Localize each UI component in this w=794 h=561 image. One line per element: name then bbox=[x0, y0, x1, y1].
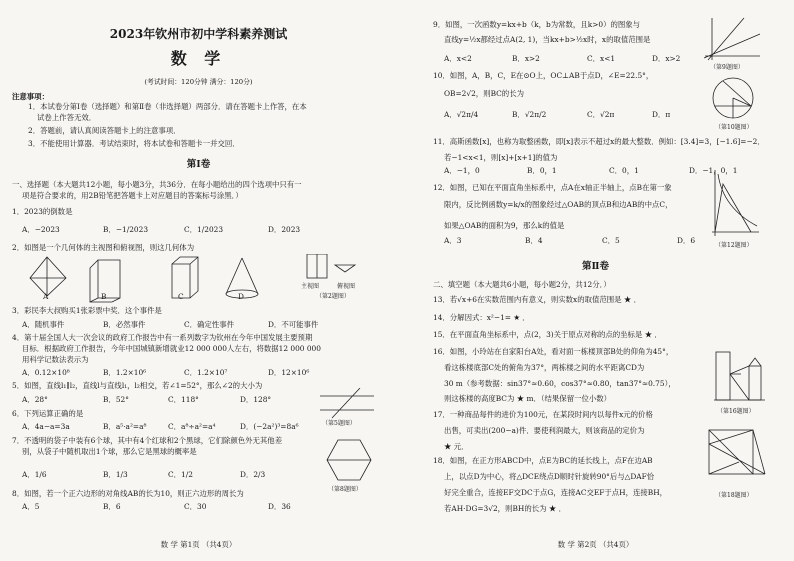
square-figure bbox=[705, 424, 769, 488]
option-a: A．−2023 bbox=[22, 225, 60, 234]
hexagon-figure bbox=[326, 438, 372, 482]
question-18-line: 好完全重合，连接EF交DC于点G，连接AC交EF于点H，连接BH， bbox=[444, 488, 668, 497]
figure-caption: （第18题图） bbox=[715, 492, 753, 499]
top-view-caption: 俯视图 bbox=[337, 283, 356, 290]
option-d: D．(−2a²)³=8a⁶ bbox=[240, 422, 299, 431]
page-footer: 数 学 第2页 （共4页） bbox=[557, 540, 634, 549]
figure-caption: （第5题图） bbox=[322, 420, 356, 427]
option-a: A．随机事件 bbox=[22, 320, 65, 329]
question-4-line: 目标．根据政府工作报告，今年中国城镇新增就业12 000 000人左右，将数据12 000 000 bbox=[22, 344, 321, 353]
question-10-line: OB=2√2，则BC的长为 bbox=[444, 89, 524, 98]
option-a: A．√2π/4 bbox=[444, 110, 479, 119]
page-footer: 数 学 第1页 （共4页） bbox=[160, 540, 237, 549]
figure-label-d: D bbox=[238, 292, 244, 301]
option-c: C．30 bbox=[184, 502, 207, 511]
question-16-line: 则这栋楼的高度BC为 ★ m．（结果保留一位小数） bbox=[444, 394, 612, 403]
figure-label-c: C bbox=[178, 292, 184, 301]
question-12-line: 如果△OAB的面积为9，那么k的值是 bbox=[444, 221, 565, 230]
option-d: D．π bbox=[652, 110, 671, 119]
option-c: C．√2π bbox=[587, 110, 615, 119]
option-d: D．36 bbox=[268, 502, 291, 511]
figure-caption: （第12题图） bbox=[715, 242, 753, 249]
option-a: A．28° bbox=[22, 395, 48, 404]
question-12-line: 限内，反比例函数y=k/x的图象经过△OAB的顶点B和边AB的中点C， bbox=[444, 200, 673, 209]
question-17-line: ★ 元． bbox=[444, 442, 469, 451]
option-b: B．a⁵·a²=a⁸ bbox=[103, 422, 147, 431]
option-d: D．2/3 bbox=[240, 470, 266, 479]
option-a: A．5 bbox=[22, 502, 40, 511]
question-9-line: 直线y=½x都经过点A(2, 1)，当kx+b>½x时，x的取值范围是 bbox=[444, 35, 651, 44]
question-17-line: 出售，可卖出(200−a)件．要使利润最大，则该商品的定价为 bbox=[444, 426, 645, 435]
option-a: A．x<2 bbox=[444, 54, 472, 63]
option-b: B．6 bbox=[103, 502, 121, 511]
option-d: D．x>2 bbox=[652, 54, 681, 63]
figure-caption: （第9题图） bbox=[710, 64, 744, 71]
option-d: D．2023 bbox=[268, 225, 301, 234]
option-a: A．3 bbox=[444, 236, 462, 245]
question-15: 15．在平面直角坐标系中，点(2，3)关于原点对称的点的坐标是 ★ ． bbox=[433, 330, 662, 339]
question-5-figure bbox=[318, 388, 378, 420]
notes-heading: 注意事项： bbox=[12, 92, 49, 101]
option-b: B．1/3 bbox=[103, 470, 128, 479]
buildings-figure bbox=[713, 346, 767, 404]
option-d: D．6 bbox=[677, 236, 696, 245]
part-1-heading: 一、选择题（本大题共12小题，每小题3分，共36分．在每小题给出的四个选项中只有一 bbox=[12, 180, 302, 189]
part-1-heading: 项是符合要求的，用2B铅笔把答题卡上对应题目的答案标号涂黑．） bbox=[22, 191, 243, 200]
exam-title: 2023年钦州市初中学科素养测试 bbox=[109, 27, 288, 41]
question-3-stem: 3．彩民李大叔购买1张彩票中奖．这个事件是 bbox=[12, 306, 162, 315]
option-c: C．a⁸÷a²=a⁴ bbox=[168, 422, 216, 431]
question-14: 14．分解因式：x²−1= ★ ． bbox=[433, 313, 530, 322]
option-c: C．1.2×10⁷ bbox=[184, 368, 228, 377]
question-16-line: 16．如图，小玲站在自家阳台A处，看对面一栋楼顶部B处的仰角为45°， bbox=[433, 347, 674, 356]
question-16-line: 看这栋楼底部C处的俯角为37°，两栋楼之间的水平距离CD为 bbox=[444, 363, 645, 372]
question-1-stem: 1．2023的倒数是 bbox=[12, 207, 73, 216]
subject-title: 数 学 bbox=[170, 49, 227, 68]
question-6-stem: 6．下列运算正确的是 bbox=[12, 409, 84, 418]
note-line: 试卷上作答无效． bbox=[37, 113, 97, 122]
note-line: 1．本试卷分第Ⅰ卷（选择题）和第Ⅱ卷（非选择题）两部分．请在答题卡上作答，在本 bbox=[28, 102, 307, 111]
circle-figure bbox=[709, 74, 757, 122]
front-view-caption: 主视图 bbox=[301, 283, 320, 290]
question-5-stem: 5．如图，直线l₁∥l₂，直线l与直线l₁，l₂相交，若∠1=52°，那么∠2的大小为 bbox=[12, 381, 263, 390]
option-b: B．必然事件 bbox=[103, 320, 146, 329]
question-4-line: 4．第十届全国人大一次会议的政府工作报告中有一系列数字为钦州在今年中国发展主要预期 bbox=[12, 333, 313, 342]
option-c: C．5 bbox=[602, 236, 620, 245]
question-9-line: 9．如图，一次函数y=kx+b（k，b为常数，且k>0）的图象与 bbox=[433, 20, 641, 29]
option-d: D．−1，0，1 bbox=[689, 166, 738, 175]
option-b: B．4 bbox=[525, 236, 543, 245]
question-18-line: 若AH·DG=3√2，则BH的长为 ★ ． bbox=[444, 504, 566, 513]
note-line: 3．不能使用计算器．考试结束时，将本试卷和答题卡一并交回． bbox=[28, 139, 240, 148]
figure-label-a: A bbox=[43, 292, 49, 301]
option-c: C．118° bbox=[168, 395, 199, 404]
question-18-line: 18．如图，在正方形ABCD中，点E为BC的延长线上，点F在边AB bbox=[433, 456, 653, 465]
option-b: B．0，1 bbox=[527, 166, 557, 175]
option-d: D．不可能事件 bbox=[268, 320, 319, 329]
option-b: B．√2π/2 bbox=[512, 110, 547, 119]
question-16-line: 30 m（参考数据：sin37°≈0.60，cos37°≈0.80，tan37°≈0.75）， bbox=[444, 379, 676, 388]
figure-label-b: B bbox=[101, 292, 107, 301]
figure-caption: （第10题图） bbox=[715, 124, 753, 131]
question-7-line: 7．不透明的袋子中装有6个球，其中有4个红球和2个黑球，它们除颜色外无其他差 bbox=[12, 436, 283, 445]
option-d: D．128° bbox=[240, 395, 272, 404]
option-a: A．4a−a=3a bbox=[22, 422, 70, 431]
question-13: 13．若√x+6在实数范围内有意义，则实数x的取值范围是 ★ ． bbox=[433, 295, 642, 304]
question-9-figure bbox=[702, 16, 762, 62]
figure-caption: （第8题图） bbox=[328, 486, 362, 493]
option-c: C．1/2023 bbox=[184, 225, 224, 234]
option-c: C．确定性事件 bbox=[184, 320, 234, 329]
option-a: A．0.12×10⁸ bbox=[22, 368, 70, 377]
note-line: 2．答题前，请认真阅读答题卡上的注意事项． bbox=[28, 126, 181, 135]
figure-caption: （第16题图） bbox=[717, 408, 755, 415]
option-d: D．12×10⁶ bbox=[268, 368, 310, 377]
part-2-heading: 二、填空题（本大题共6小题，每小题2分，共12分．） bbox=[433, 280, 611, 289]
question-10-line: 10．如图，A，B，C，E在⊙O上，OC⊥AB于点D，∠E=22.5°， bbox=[433, 71, 654, 80]
option-b: B．1.2×10⁶ bbox=[103, 368, 147, 377]
option-b: B．x>2 bbox=[512, 54, 540, 63]
figure-caption: （第2题图） bbox=[316, 293, 350, 300]
section-1-title: 第Ⅰ卷 bbox=[186, 159, 211, 170]
question-8-stem: 8．如图，若一个正六边形的对角线AB的长为10，则正六边形的周长为 bbox=[12, 489, 244, 498]
question-17-line: 17．一种商品每件的进价为100元，在某段时间内以每件x元的价格 bbox=[433, 410, 653, 419]
right-page bbox=[397, 0, 794, 561]
question-7-line: 别，从袋子中随机取出1个球，那么它是黑球的概率是 bbox=[22, 447, 197, 456]
option-c: C．1/2 bbox=[168, 470, 193, 479]
option-b: B．52° bbox=[103, 395, 129, 404]
option-c: C．0，1 bbox=[609, 166, 639, 175]
question-11-line: 若−1<x<1，则[x]+[x+1]的值为 bbox=[444, 153, 558, 162]
option-a: A．1/6 bbox=[22, 470, 47, 479]
hyperbola-figure bbox=[709, 168, 761, 238]
question-11-line: 11．高斯函数[x]，也称为取整函数，即[x]表示不超过x的最大整数．例如：[3.4]=3，[−1.6]=−2． bbox=[433, 137, 765, 146]
question-4-line: 用科学记数法表示为 bbox=[22, 355, 89, 364]
question-18-line: 上，以点D为中心，将△DCE绕点D顺时针旋转90°后与△DAF恰 bbox=[444, 472, 655, 481]
option-a: A．−1，0 bbox=[444, 166, 480, 175]
question-2-stem: 2．如图是一个几何体的主视图和俯视图，则这几何体为 bbox=[12, 243, 195, 252]
option-b: B．−1/2023 bbox=[103, 225, 149, 234]
section-2-title: 第Ⅱ卷 bbox=[581, 261, 609, 272]
question-12-line: 12．如图，已知在平面直角坐标系中，点A在x轴正半轴上，点B在第一象 bbox=[433, 183, 672, 192]
exam-info: (考试时间：120分钟 满分：120分) bbox=[144, 78, 253, 86]
option-c: C．x<1 bbox=[587, 54, 616, 63]
